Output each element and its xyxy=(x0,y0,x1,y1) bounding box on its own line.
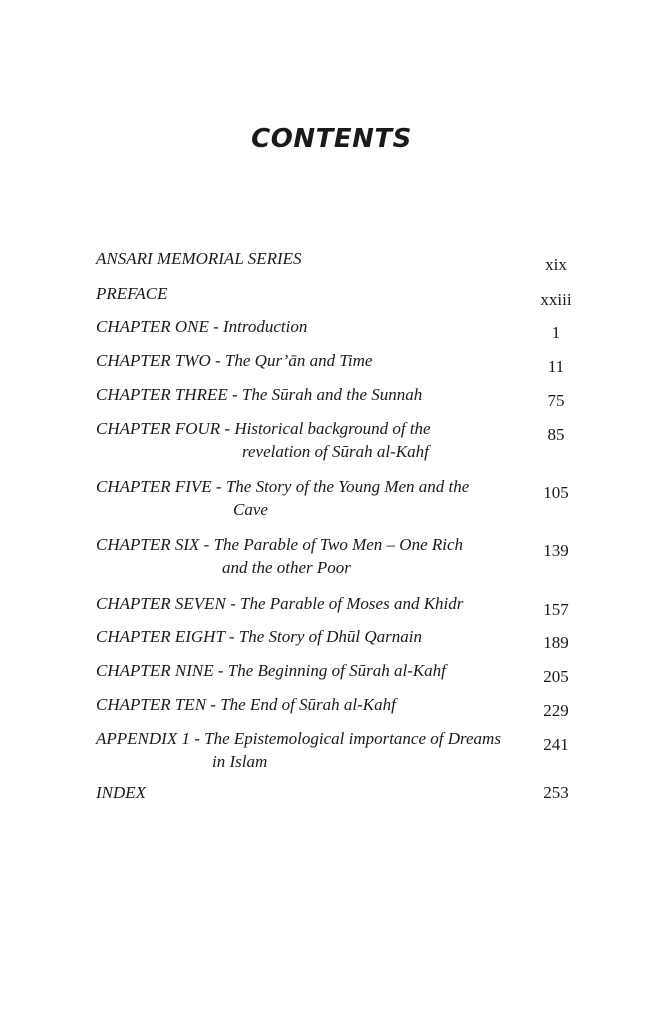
toc-entry-title: INDEX xyxy=(96,783,147,802)
toc-entry-title: CHAPTER ONE - Introduction xyxy=(96,317,308,336)
toc-entry-title: ANSARI MEMORIAL SERIES xyxy=(96,249,302,268)
toc-entry-page: 11 xyxy=(547,357,565,376)
toc-entry-title-cont: revelation of Sūrah al-Kahf xyxy=(242,442,429,461)
toc-entry-page: 205 xyxy=(543,667,569,686)
toc-entry-title: CHAPTER SEVEN - The Parable of Moses and Khidr xyxy=(96,594,464,613)
toc-entry-title-cont: Cave xyxy=(233,500,268,519)
toc-entry-page: 139 xyxy=(543,541,569,560)
toc-entry-page: 105 xyxy=(543,483,569,502)
toc-entry-page: 253 xyxy=(543,783,569,802)
toc-entry-title-cont: and the other Poor xyxy=(222,558,351,577)
toc-entry-page: 75 xyxy=(547,391,565,410)
toc-entry-page: 85 xyxy=(547,425,565,444)
toc-entry-page: xxiii xyxy=(540,290,572,309)
toc-entry-page: 189 xyxy=(543,633,569,652)
toc-entry-title: CHAPTER FIVE - The Story of the Young Men and the xyxy=(96,477,470,496)
toc-entry-title: CHAPTER TWO - The Qur’ān and Time xyxy=(96,351,373,370)
toc-entry-page: 157 xyxy=(543,600,569,619)
toc-entry-title: CHAPTER FOUR - Historical background of the xyxy=(96,419,431,438)
page-title: CONTENTS xyxy=(251,124,412,154)
toc-entry-title: CHAPTER NINE - The Beginning of Sūrah al-Kahf xyxy=(96,661,446,680)
toc-entry-title: PREFACE xyxy=(96,284,168,303)
toc-entry-title: CHAPTER EIGHT - The Story of Dhūl Qarnain xyxy=(96,627,422,646)
toc-entry-page: xix xyxy=(545,255,567,274)
toc-entry-title: CHAPTER THREE - The Sūrah and the Sunnah xyxy=(96,385,423,404)
toc-entry-page: 241 xyxy=(543,735,569,754)
toc-entry-title-cont: in Islam xyxy=(212,752,268,771)
toc-entry-title: CHAPTER SIX - The Parable of Two Men – One Rich xyxy=(96,535,464,554)
toc-entry-page: 229 xyxy=(543,701,569,720)
toc-entry-title: CHAPTER TEN - The End of Sūrah al-Kahf xyxy=(96,695,396,714)
toc-entry-title: APPENDIX 1 - The Epistemological importance of Dreams xyxy=(96,729,501,748)
toc-entry-page: 1 xyxy=(551,323,561,342)
